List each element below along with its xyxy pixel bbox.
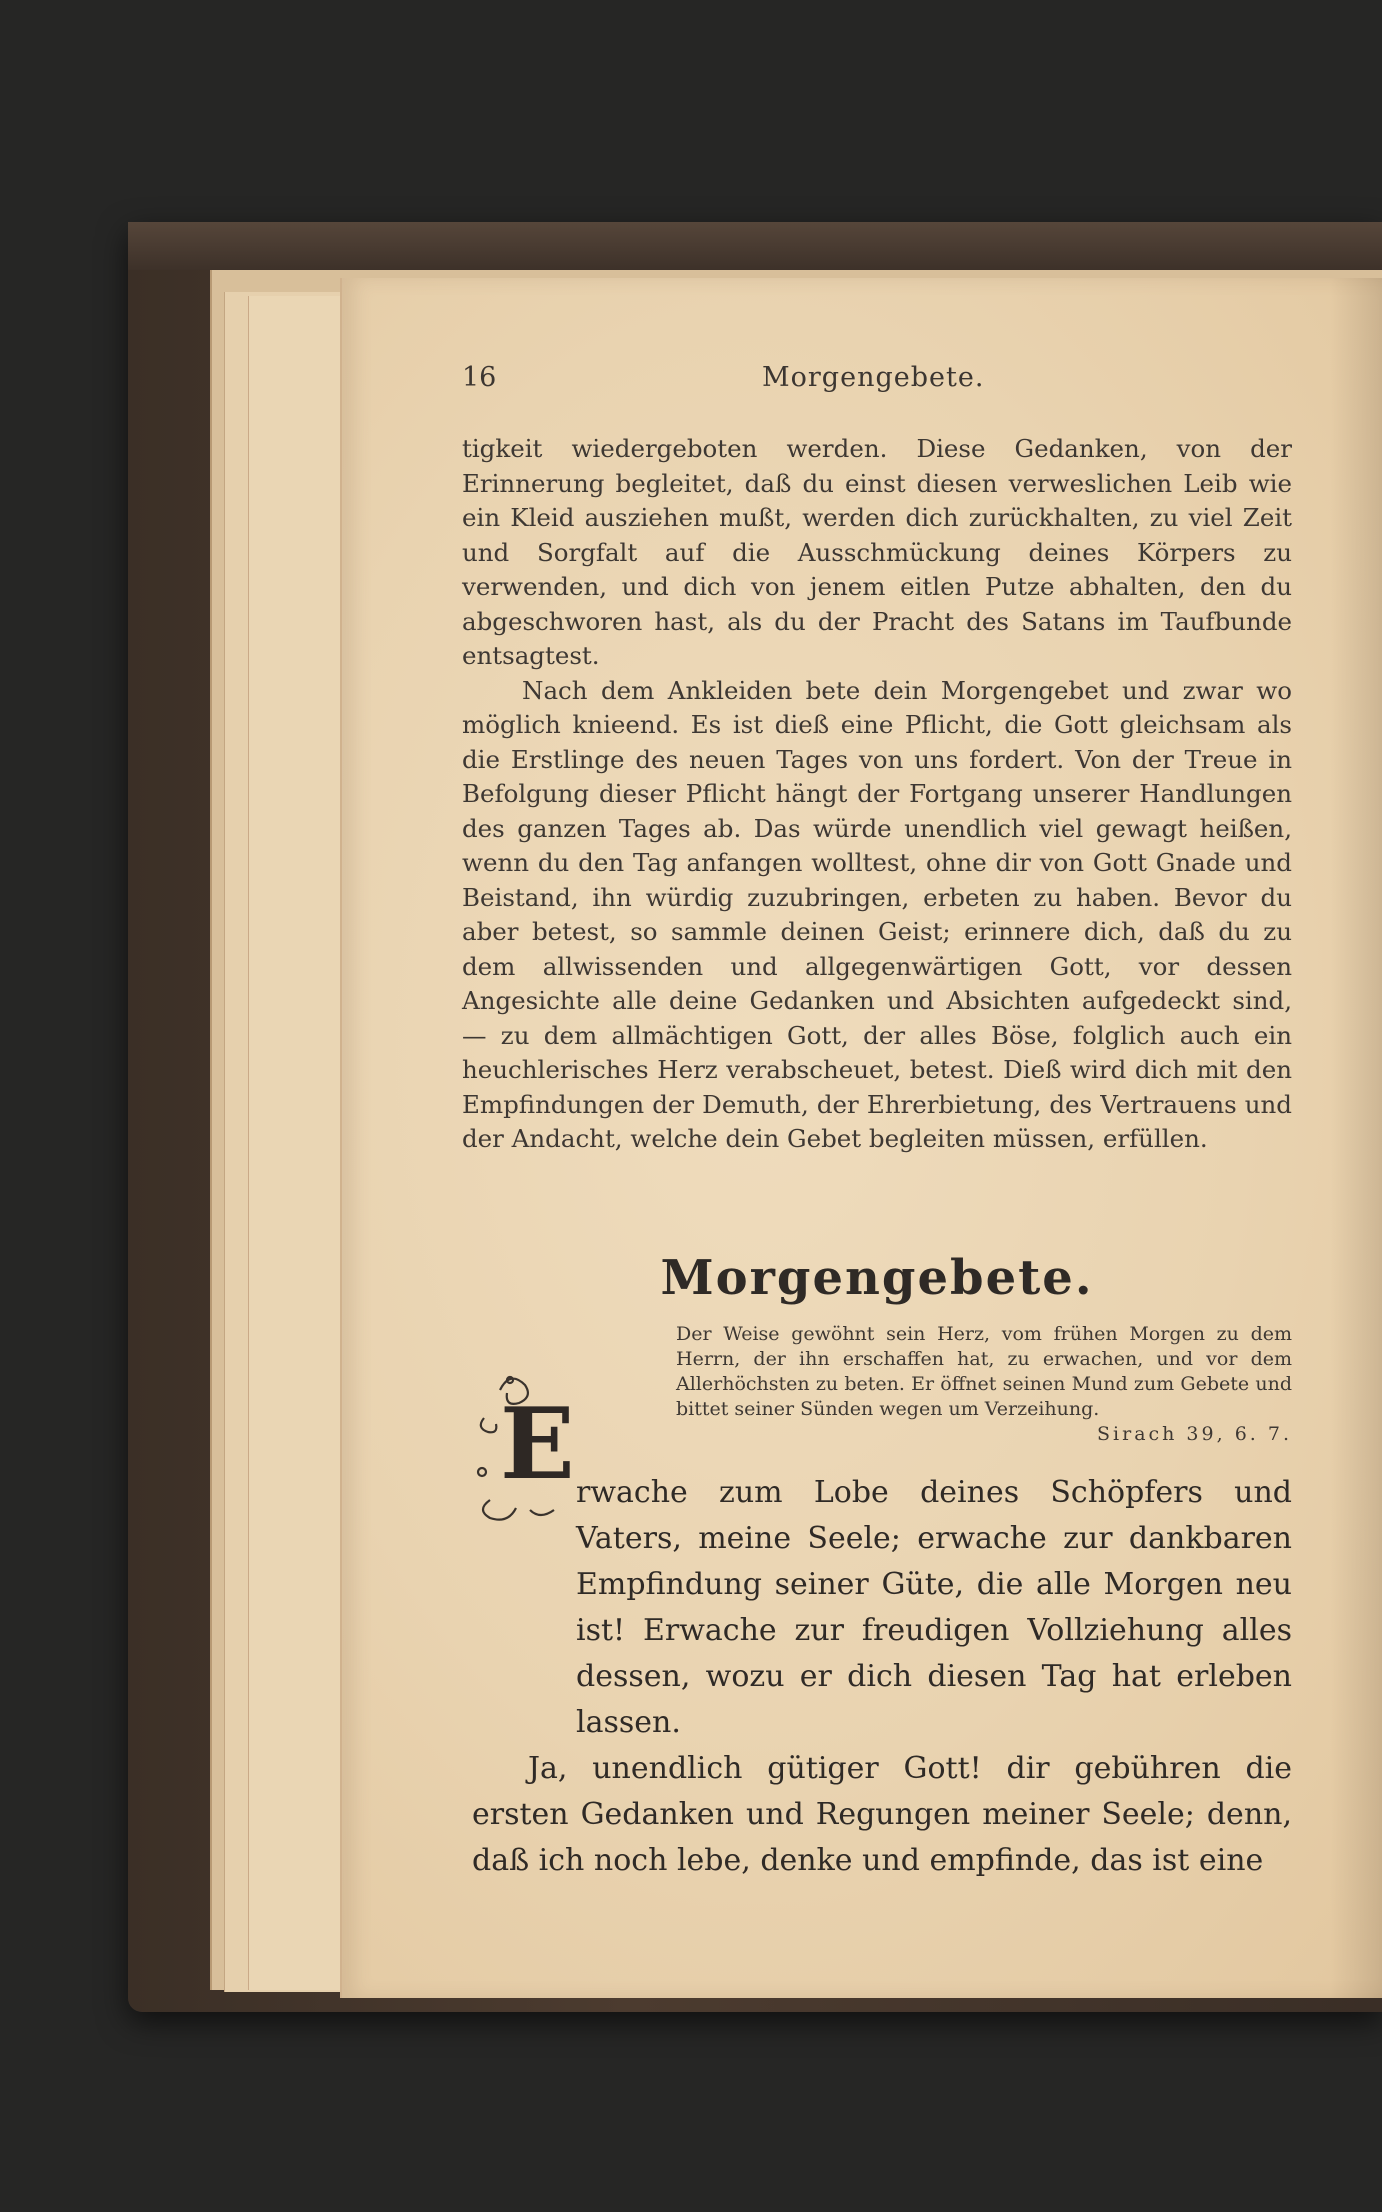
section-title: Morgengebete. [660, 1250, 1094, 1306]
paragraph: Nach dem Ankleiden bete dein Morgengebet und zwar wo möglich knieend. Es ist dieß eine Pflicht, die Gott gleichsam als die Erstlinge des neuen Tages von uns fordert. Von der Treue in Befolgung dieser Pflicht hängt der Fortgang unserer Handlungen des ganzen Tages ab. Das würde unendlich viel gewagt heißen, wenn du den Tag anfangen wolltest, ohne dir von Gott Gnade und Beistand, ihn würdig zuzubringen, erbeten zu haben. Bevor du aber betest, so sammle deinen Geist; erinnere dich, daß du zu dem allwissenden und allgegenwärtigen Gott, vor dessen Angesichte alle deine Gedanken und Absichten aufgedeckt sind, — zu dem allmächtigen Gott, der alles Böse, folglich auch ein heuchlerisches Herz verabscheuet, betest. Dieß wird dich mit den Empfindungen der Demuth, der Ehrerbietung, des Vertrauens und der Andacht, welche dein Gebet begleiten müssen, erfüllen. [462, 675, 1292, 1153]
epigraph-text: Der Weise gewöhnt sein Herz, vom frühen Morgen zu dem Herrn, der ihn erschaffen hat, zu erwachen, und vor dem Allerhöchsten zu beten. Er öffnet seinen Mund zum Gebete und bittet seiner Sünden wegen um Verzeihung. [676, 1323, 1292, 1420]
dropcap-letter: E [500, 1387, 575, 1502]
prayer-second: Ja, unendlich gütiger Gott! dir gebühren die ersten Gedanken und Regungen meiner Seele; denn, daß ich noch lebe, denke und empfinde, das ist eine [472, 1751, 1292, 1878]
epigraph [676, 1322, 1292, 1447]
intro-text [462, 432, 1292, 1157]
page-number: 16 [462, 362, 497, 393]
paragraph: tigkeit wiedergeboten werden. Diese Gedanken, von der Erinnerung begleitet, daß du einst diesen verweslichen Leib wie ein Kleid ausziehen mußt, werden dich zurückhalten, zu viel Zeit und Sorgfalt auf die Ausschmückung deines Körpers zu verwenden, und dich von jenem eitlen Putze abhalten, den du abgeschworen hast, als du der Pracht des Satans im Taufbunde entsagtest. [462, 434, 1292, 670]
running-head: Morgengebete. [762, 362, 985, 393]
page-header [462, 362, 1292, 402]
prayer-lead: rwache zum Lobe deines Schöpfers und Vaters, meine Seele; erwache zur dankbaren Empfindung seiner Güte, die alle Morgen neu ist! Erwache zur freudigen Vollziehung alles dessen, wozu er dich diesen Tag hat erleben lassen. [576, 1475, 1292, 1740]
page-shadow [1330, 278, 1382, 1998]
book-cover-edge [128, 222, 1382, 270]
epigraph-reference: Sirach 39, 6. 7. [1097, 1423, 1292, 1445]
prayer-text [472, 1470, 1292, 1884]
